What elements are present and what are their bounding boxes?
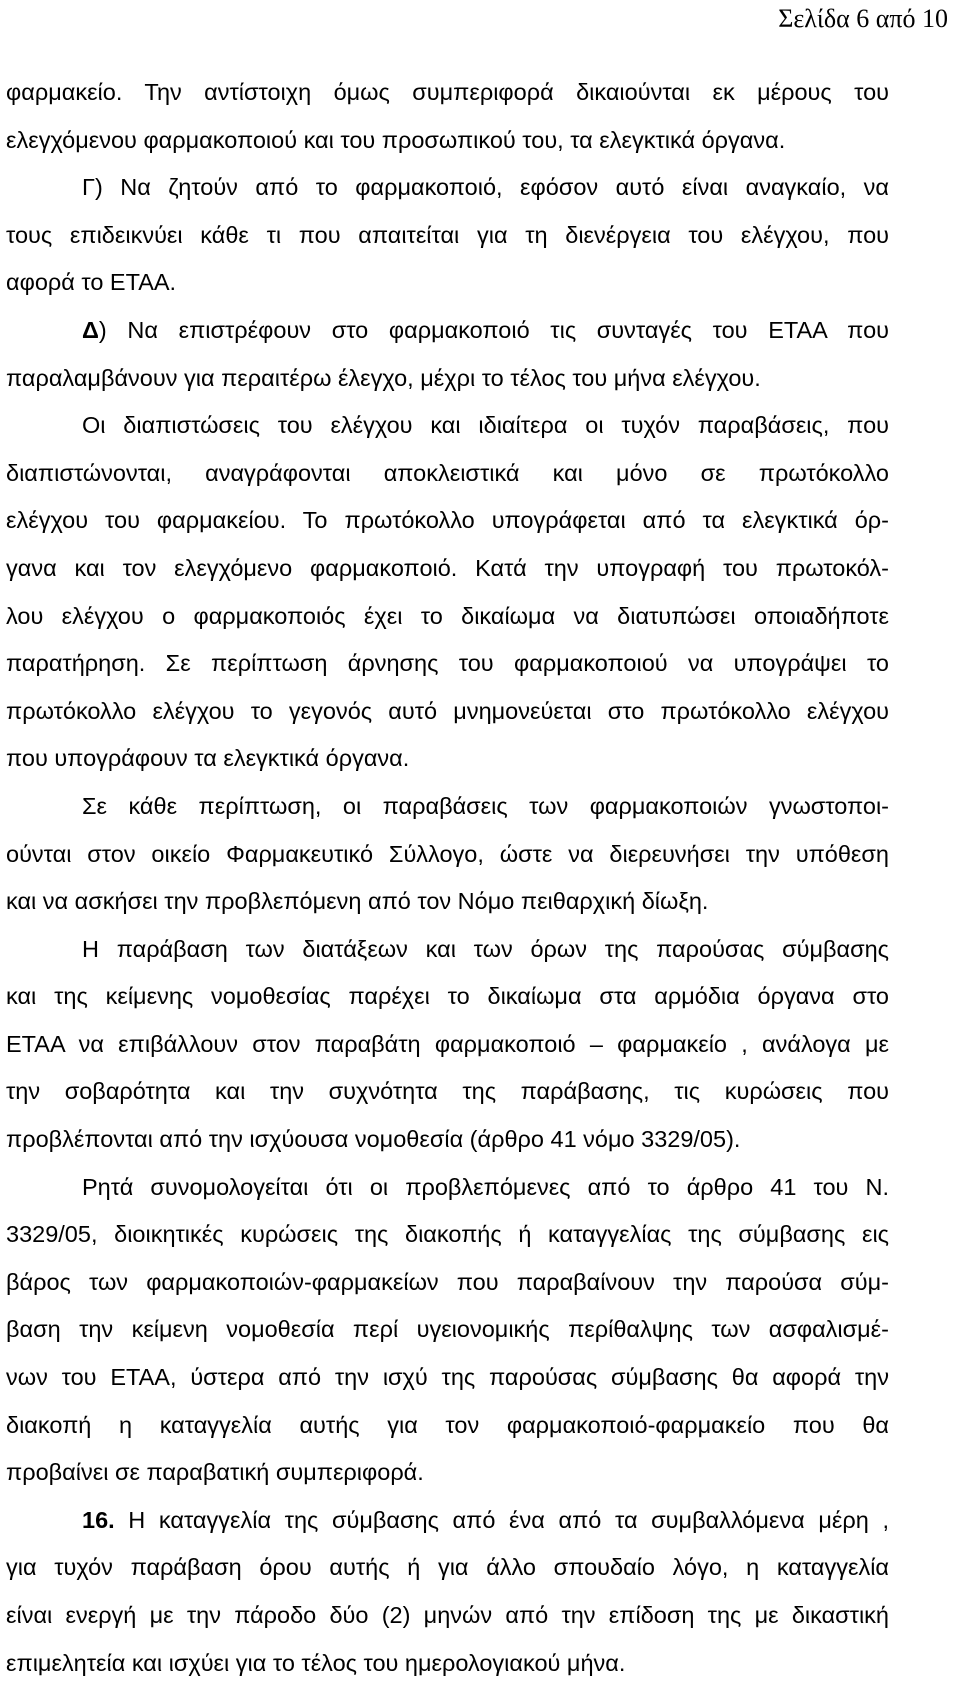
text-line: είναι ενεργή με την πάροδο δύο (2) μηνών από την επίδοση της με δικαστική [6, 1602, 889, 1628]
text-span: Η καταγγελία της σύμβασης από ένα από τα συμβαλλόμενα μέρη , [114, 1506, 889, 1533]
text-line: Σε κάθε περίπτωση, οι παραβάσεις των φαρμακοποιών γνωστοποι- [82, 792, 889, 819]
text-line: διαπιστώνονται, αναγράφονται αποκλειστικά και μόνο σε πρωτόκολλο [6, 459, 889, 486]
text-line: επιμελητεία και ισχύει για το τέλος του ημερολογιακού μήνα. [6, 1649, 626, 1676]
text-line: βάρος των φαρμακοποιών-φαρμακείων που παραβαίνουν την παρούσα σύμ- [6, 1268, 889, 1295]
text-line [6, 312, 889, 360]
text-line: παρατήρηση. Σε περίπτωση άρνησης του φαρμακοποιού να υπογράψει το [6, 650, 889, 677]
text-line: γανα και τον ελεγχόμενο φαρμακοποιό. Κατά την υπογραφή του πρωτοκόλ- [6, 554, 889, 581]
text-span: ) Να επιστρέφουν στο φαρμακοποιό τις συνταγές του ΕΤΑΑ που [98, 316, 889, 343]
section-letter-d: Δ [82, 316, 99, 343]
text-line: προβλέπονται από την ισχύουσα νομοθεσία (άρθρο 41 νόμο 3329/05). [6, 1126, 741, 1153]
text-line: για τυχόν παράβαση όρου αυτής ή για άλλο σπουδαίο λόγο, η καταγγελία [6, 1554, 889, 1581]
text-line: ΕΤΑΑ να επιβάλλουν στον παραβάτη φαρμακοποιό – φαρμακείο , ανάλογα με [6, 1030, 889, 1057]
text-line: την σοβαρότητα και την συχνότητα της παράβασης, τις κυρώσεις που [6, 1078, 889, 1105]
text-line: προβαίνει σε παραβατική συμπεριφορά. [6, 1459, 424, 1486]
text-line: και της κείμενης νομοθεσίας παρέχει το δικαίωμα στα αρμόδια όργανα στο [6, 983, 889, 1010]
text-line: Ρητά συνομολογείται ότι οι προβλεπόμενες από το άρθρο 41 του Ν. [82, 1173, 889, 1200]
text-line: Οι διαπιστώσεις του ελέγχου και ιδιαίτερα οι τυχόν παραβάσεις, που [82, 412, 889, 439]
text-line: Γ) Να ζητούν από το φαρμακοποιό, εφόσον αυτό είναι αναγκαίο, να [82, 174, 889, 201]
page-number: Σελίδα 6 από 10 [778, 4, 948, 33]
text-line: βαση την κείμενη νομοθεσία περί υγειονομικής περίθαλψης των ασφαλισμέ- [6, 1316, 889, 1343]
text-line: λου ελέγχου ο φαρμακοποιός έχει το δικαίωμα να διατυπώσει οποιαδήποτε [6, 602, 889, 629]
text-line: φαρμακείο. Την αντίστοιχη όμως συμπεριφορά δικαιούνται εκ μέρους του [6, 79, 889, 105]
text-line: νων του ΕΤΑΑ, ύστερα από την ισχύ της παρούσας σύμβασης θα αφορά την [6, 1364, 889, 1391]
text-line: ελεγχόμενου φαρμακοποιού και του προσωπικού του, τα ελεγκτικά όργανα. [6, 126, 786, 153]
text-line: παραλαμβάνουν για περαιτέρω έλεγχο, μέχρι το τέλος του μήνα ελέγχου. [6, 364, 761, 391]
text-line: και να ασκήσει την προβλεπόμενη από τον Νόμο πειθαρχική δίωξη. [6, 888, 709, 915]
text-line: ελέγχου του φαρμακείου. Το πρωτόκολλο υπογράφεται από τα ελεγκτικά όρ- [6, 507, 889, 534]
text-line: 3329/05, διοικητικές κυρώσεις της διακοπής ή καταγγελίας της σύμβασης εις [6, 1221, 889, 1248]
text-line: πρωτόκολλο ελέγχου το γεγονός αυτό μνημονεύεται στο πρωτόκολλο ελέγχου [6, 697, 889, 724]
text-line: που υπογράφουν τα ελεγκτικά όργανα. [6, 745, 410, 772]
text-line [6, 1502, 889, 1550]
text-line: Η παράβαση των διατάξεων και των όρων της παρούσας σύμβασης [82, 935, 889, 962]
document-body [6, 74, 889, 1692]
text-line: διακοπή η καταγγελία αυτής για τον φαρμακοποιό-φαρμακείο που θα [6, 1411, 889, 1438]
text-line: ούνται στον οικείο Φαρμακευτικό Σύλλογο, ώστε να διερευνήσει την υπόθεση [6, 840, 889, 867]
section-number-16: 16. [82, 1506, 115, 1533]
text-line: αφορά το ΕΤΑΑ. [6, 269, 177, 296]
text-line: τους επιδεικνύει κάθε τι που απαιτείται για τη διενέργεια του ελέγχου, που [6, 221, 889, 248]
